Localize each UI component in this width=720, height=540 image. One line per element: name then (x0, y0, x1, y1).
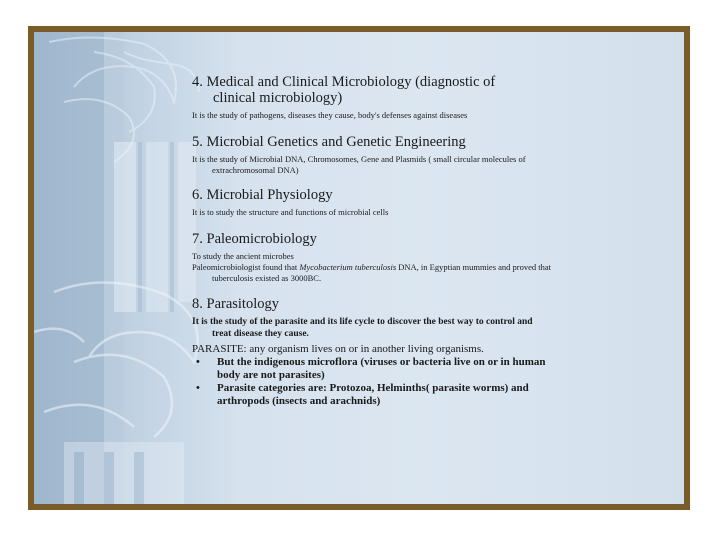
section-description (192, 154, 632, 176)
description-line (192, 262, 632, 273)
text-fragment: DNA, in Egyptian mummies and proved that (396, 262, 552, 272)
bullet-line: But the indigenous microflora (viruses or bacteria live on or in human (217, 356, 546, 368)
section-description (192, 316, 632, 340)
description-line: It is the study of Microbial DNA, Chromosomes, Gene and Plasmids ( small circular molecules of (192, 154, 526, 164)
section-medical-microbiology (192, 74, 632, 121)
description-line: tuberculosis existed as 3000BC. (212, 273, 322, 283)
section-title: 5. Microbial Genetics and Genetic Engineering (192, 134, 466, 150)
description-line: It is the study of the parasite and its life cycle to discover the best way to control and (192, 317, 533, 327)
bullet-line: body are not parasites) (217, 369, 325, 381)
section-title: 8. Parasitology (192, 296, 279, 312)
section-paleomicrobiology (192, 231, 632, 284)
section-parasitology (192, 296, 632, 408)
section-title-line: 4. Medical and Clinical Microbiology (diagnostic of (192, 74, 496, 90)
section-description: It is the study of pathogens, diseases they cause, body's defenses against diseases (192, 110, 468, 120)
section-description (192, 251, 632, 284)
parasite-definition: PARASITE: any organism lives on or in another living organisms. (192, 343, 484, 355)
text-fragment: Paleomicrobiologist found that (192, 262, 300, 272)
section-description: It is to study the structure and functions of microbial cells (192, 207, 389, 217)
description-line: extrachromosomal DNA) (212, 165, 299, 175)
section-title: 7. Paleomicrobiology (192, 231, 317, 247)
description-line: treat disease they cause. (212, 329, 309, 339)
section-microbial-genetics (192, 134, 632, 176)
bullet-line: arthropods (insects and arachnids) (217, 395, 381, 407)
description-line: To study the ancient microbes (192, 251, 294, 261)
bullet-line: Parasite categories are: Protozoa, Helminths( parasite worms) and (217, 382, 529, 394)
section-title (192, 74, 632, 106)
bullet-icon: • (196, 356, 200, 368)
species-name: Mycobacterium tuberculosis (299, 262, 397, 272)
bullet-icon: • (196, 382, 200, 394)
bullet-item (192, 382, 632, 408)
section-title: 6. Microbial Physiology (192, 187, 333, 203)
bullet-item (192, 356, 632, 382)
section-microbial-physiology (192, 187, 632, 218)
section-title-line: clinical microbiology) (213, 90, 343, 106)
